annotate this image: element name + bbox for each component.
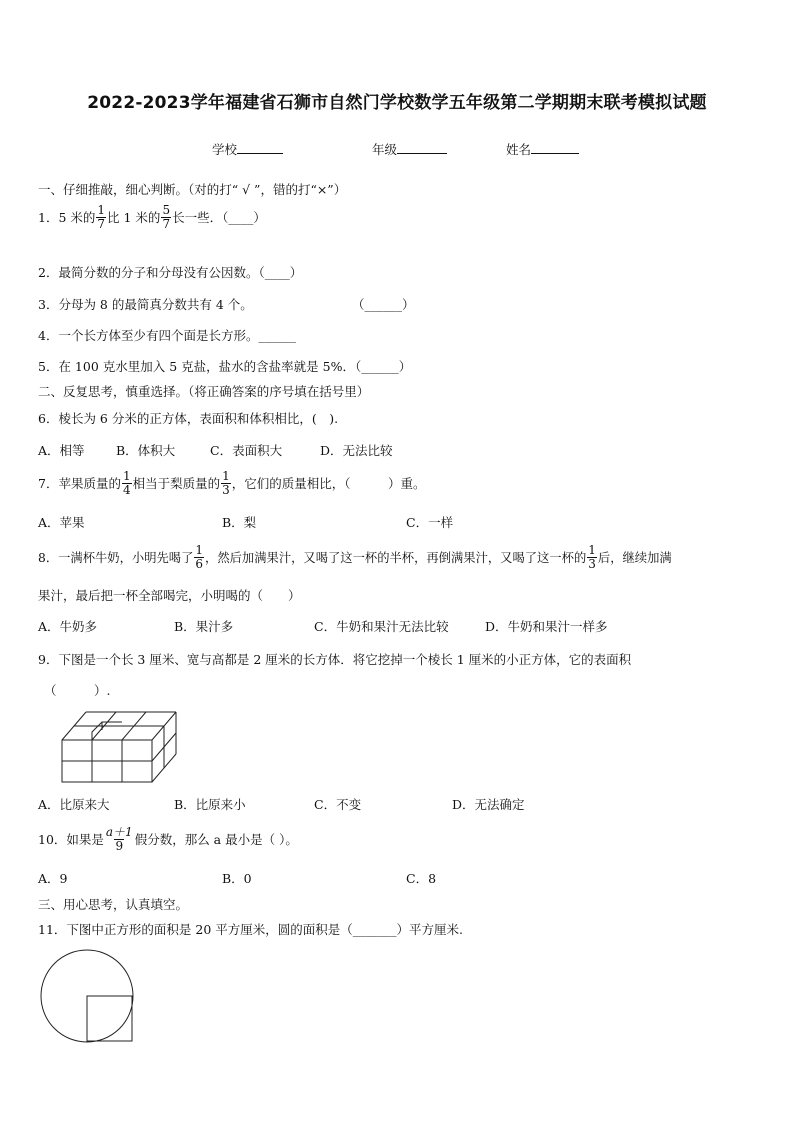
- q7-text-a: 7．苹果质量的: [38, 475, 121, 491]
- question-7: [38, 470, 426, 497]
- question-6: 6．棱长为 6 分米的正方体，表面积和体积相比，( ).: [38, 411, 339, 426]
- q7-fraction-2: $\frac{1}{3}$: [222, 469, 230, 497]
- cuboid-figure: [60, 706, 180, 784]
- q7-option-c: C．一样: [406, 515, 454, 530]
- q1-text-b: 比 1 米的: [107, 209, 161, 225]
- q1-num: 1．: [38, 209, 59, 225]
- q3-blank: （______）: [352, 297, 415, 312]
- q6-option-c: C．表面积大: [210, 443, 283, 458]
- grade-label: 年级: [372, 142, 398, 157]
- q10-option-a: A．9: [38, 871, 68, 886]
- section-3-heading: 三、用心思考，认真填空。: [38, 897, 189, 912]
- q9-option-b: B．比原来小: [174, 797, 246, 812]
- q8-line-2: 果汁，最后把一杯全部喝完，小明喝的（ ）: [38, 588, 301, 603]
- q1-text-c: 长一些．（____）: [172, 209, 266, 225]
- q9-option-c: C．不变: [314, 797, 362, 812]
- q1-fraction-1: $\frac{1}{7}$: [97, 203, 106, 231]
- q6-option-d: D．无法比较: [320, 443, 393, 458]
- q8-option-a: A．牛奶多: [38, 619, 98, 634]
- section-2-heading: 二、反复思考，慎重选择。（将正确答案的序号填在括号里）: [38, 384, 370, 399]
- q9-option-d: D．无法确定: [452, 797, 525, 812]
- name-field: [506, 141, 579, 159]
- q8-option-c: C．牛奶和果汁无法比较: [314, 619, 449, 634]
- grade-field: [372, 141, 447, 159]
- q8-option-b: B．果汁多: [174, 619, 234, 634]
- page-title: 2022-2023学年福建省石狮市自然门学校数学五年级第二学期期末联考模拟试题: [87, 93, 707, 113]
- q6-option-b: B．体积大: [116, 443, 176, 458]
- q8-fraction-2: $\frac{1}{3}$: [588, 543, 596, 571]
- question-10: [38, 826, 298, 853]
- q8-fraction-1: $\frac{1}{6}$: [195, 543, 204, 571]
- school-field: [212, 141, 283, 159]
- q7-option-b: B．梨: [222, 515, 257, 530]
- q7-text-c: ，它们的质量相比，（ ）重。: [231, 475, 426, 491]
- q7-text-b: 相当于梨质量的: [132, 475, 221, 491]
- q10-option-b: B．0: [222, 871, 252, 886]
- question-1: [38, 204, 266, 231]
- question-3: [38, 296, 253, 314]
- question-4: 4．一个长方体至少有四个面是长方形。______: [38, 328, 296, 343]
- school-label: 学校: [212, 142, 238, 157]
- q8-text-a: 8．一满杯牛奶，小明先喝了: [38, 550, 194, 565]
- q6-option-a: A．相等: [38, 443, 85, 458]
- q8-text-c: 后，继续加满: [597, 550, 672, 565]
- q10-option-c: C．8: [406, 871, 437, 886]
- q1-fraction-2: $\frac{5}{7}$: [162, 203, 171, 231]
- name-label: 姓名: [506, 142, 532, 157]
- q10-text-b: 假分数，那么 a 最小是（ ）。: [134, 831, 298, 847]
- q8-text-b: ，然后加满果汁，又喝了这一杯的半杯，再倒满果汁，又喝了这一杯的: [205, 550, 587, 565]
- question-9: 9．下图是一个长 3 厘米、宽与高都是 2 厘米的长方体．将它挖掉一个棱长 1 厘米的小正方体，它的表面积: [38, 652, 632, 667]
- question-11: 11．下图中正方形的面积是 20 平方厘米，圆的面积是（_______）平方厘米.: [38, 922, 463, 937]
- circle-square-figure: [38, 948, 138, 1044]
- q3-text: 3．分母为 8 的最简真分数共有 4 个。: [38, 297, 253, 312]
- q8-option-d: D．牛奶和果汁一样多: [485, 619, 608, 634]
- q9-option-a: A．比原来大: [38, 797, 110, 812]
- question-8: [38, 544, 672, 571]
- question-2: 2．最简分数的分子和分母没有公因数。（____）: [38, 265, 303, 280]
- q10-text-a: 10．如果是: [38, 831, 104, 847]
- q10-fraction: $\frac{a+1}{9}$: [105, 825, 133, 853]
- question-5: 5．在 100 克水里加入 5 克盐，盐水的含盐率就是 5%．（______）: [38, 359, 412, 374]
- q1-text-a: 5 米的: [58, 209, 96, 225]
- q9-line-2: （ ）.: [44, 683, 111, 698]
- q7-option-a: A．苹果: [38, 515, 85, 530]
- section-1-heading: 一、仔细推敲，细心判断。（对的打“ √ ”，错的打“×”）: [38, 182, 347, 197]
- q7-fraction-1: $\frac{1}{4}$: [122, 469, 131, 497]
